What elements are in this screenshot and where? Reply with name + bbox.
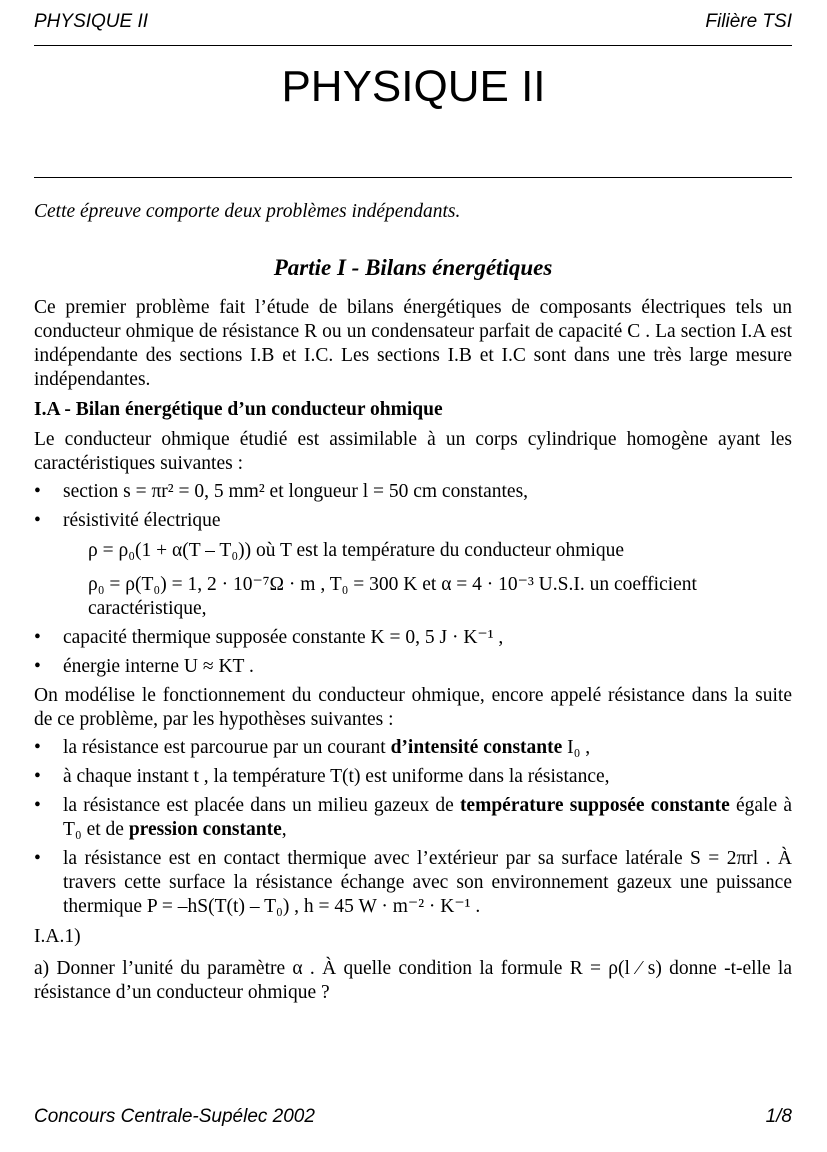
bullet-icon: • (34, 481, 41, 502)
bullet-icon: • (34, 627, 41, 648)
paragraph-2: Le conducteur ohmique étudié est assimilable à un corps cylindrique homogène ayant les caractéristiques suivantes : (34, 429, 792, 474)
intro-text: Cette épreuve comporte deux problèmes indépendants. (34, 201, 461, 222)
header-right: Filière TSI (705, 11, 792, 32)
section-heading: I.A - Bilan énergétique d’un conducteur ohmique (34, 399, 443, 420)
item-text: résistivité électrique (63, 510, 221, 531)
list-item (34, 480, 792, 504)
item-bold: pression constante (128, 819, 282, 840)
item-text: énergie interne U ≈ KT . (63, 656, 254, 677)
formula-constants-cont: caractéristique, (88, 598, 207, 619)
item-bold: d’intensité constante (390, 737, 563, 758)
hypotheses-list (34, 736, 792, 919)
page-title: PHYSIQUE II (281, 62, 546, 111)
bullet-icon: • (34, 510, 41, 531)
list-item (34, 765, 792, 789)
item-text: la résistance est parcourue par un courant (63, 737, 391, 758)
footer-left: Concours Centrale-Supélec 2002 (34, 1106, 315, 1127)
bullet-icon: • (34, 848, 41, 869)
characteristics-list (34, 480, 792, 679)
item-text: à chaque instant t , la température T(t) est uniforme dans la résistance, (63, 766, 610, 787)
list-item (34, 655, 792, 679)
formula-constants: ρ₀ = ρ(T₀) = 1, 2 · 10⁻⁷Ω · m , T₀ = 300 K et α = 4 · 10⁻³ U.S.I. un coefficient (88, 574, 697, 595)
list-item (34, 794, 792, 842)
bullet-icon: • (34, 766, 41, 787)
header-left: PHYSIQUE II (34, 11, 149, 32)
list-item (34, 847, 792, 919)
bullet-icon: • (34, 656, 41, 677)
list-item (34, 626, 792, 650)
running-footer (34, 1106, 792, 1128)
running-header (34, 11, 792, 33)
page-body (34, 200, 792, 1005)
list-item (34, 509, 792, 621)
item-bold: température supposée constante (459, 795, 730, 816)
item-text: la résistance est en contact thermique avec l’extérieur par sa surface latérale S = 2πrl . À travers cette surface la résistance échange avec son environnement gazeux une puissance thermique P = –hS(T(t) – T₀) , h = 45 W · m⁻² · K⁻¹ . (63, 848, 792, 917)
paragraph-3: On modélise le fonctionnement du conducteur ohmique, encore appelé résistance dans la suite de ce problème, par les hypothèses suivantes : (34, 685, 792, 730)
bullet-icon: • (34, 795, 41, 816)
item-text: capacité thermique supposée constante K = 0, 5 J · K⁻¹ , (63, 627, 504, 648)
item-text: section s = πr² = 0, 5 mm² et longueur l = 50 cm constantes, (63, 481, 529, 502)
list-item (34, 736, 792, 760)
paragraph-1: Ce premier problème fait l’étude de bilans énergétiques de composants électriques tels un conducteur ohmique de résistance R ou un condensateur parfait de capacité C . La section I.A est indépendante des sections I.B et I.C. Les sections I.B et I.C sont dans une très large mesure indépendantes. (34, 297, 792, 390)
item-text: , (281, 819, 287, 840)
question-label: I.A.1) (34, 926, 81, 947)
part-heading: Partie I - Bilans énergétiques (273, 255, 553, 280)
page-number: 1/8 (765, 1106, 792, 1127)
bullet-icon: • (34, 737, 41, 758)
item-text: égale à T₀ et de (63, 795, 792, 840)
item-text: I₀ , (562, 737, 591, 758)
item-text: la résistance est placée dans un milieu gazeux de (63, 795, 460, 816)
formula-resistivity: ρ = ρ₀(1 + α(T – T₀)) où T est la température du conducteur ohmique (88, 540, 625, 561)
question-a: a) Donner l’unité du paramètre α . À quelle condition la formule R = ρ(l ⁄ s) donne -t-elle la résistance d’un conducteur ohmique ? (34, 958, 792, 1003)
title-rule (34, 177, 792, 178)
header-rule (34, 45, 792, 46)
